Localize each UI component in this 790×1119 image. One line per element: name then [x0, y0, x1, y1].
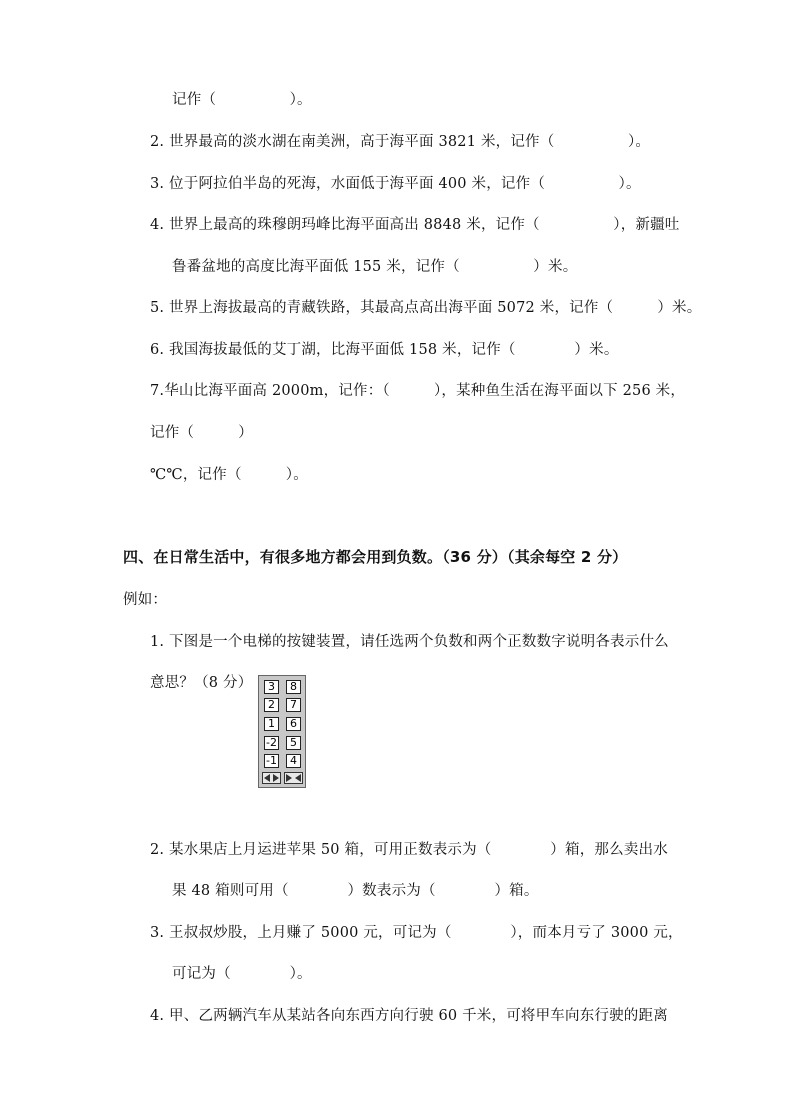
question-1-line-1: 1. 下图是一个电梯的按键装置，请任选两个负数和两个正数数字说明各表示什么 — [150, 634, 669, 650]
elevator-key: 5 — [286, 736, 301, 750]
question-2-line-2: 果 48 箱则可用（ ）数表示为（ ）箱。 — [172, 883, 539, 899]
question-3-line-1: 3. 王叔叔炒股，上月赚了 5000 元，可记为（ ），而本月亏了 3000 元， — [150, 925, 683, 941]
line-10: ℃℃，记作（ ）。 — [150, 467, 308, 483]
elevator-key: -1 — [264, 754, 279, 768]
elevator-key: 3 — [264, 680, 279, 694]
section-title: 四、在日常生活中，有很多地方都会用到负数。（36 分）（其余每空 2 分） — [123, 548, 628, 566]
elevator-key: 2 — [264, 698, 279, 712]
line-4: 4. 世界上最高的珠穆朗玛峰比海平面高出 8848 米，记作（ ），新疆吐 — [150, 217, 680, 233]
line-7: 6. 我国海拔最低的艾丁湖，比海平面低 158 米，记作（ ）米。 — [150, 342, 619, 358]
door-close-icon — [284, 772, 303, 784]
elevator-key: 8 — [286, 680, 301, 694]
question-3-line-2: 可记为（ ）。 — [172, 966, 312, 982]
question-2-line-1: 2. 某水果店上月运进苹果 50 箱，可用正数表示为（ ）箱，那么卖出水 — [150, 842, 668, 858]
line-1: 记作（ ）。 — [172, 92, 312, 108]
example-label: 例如： — [123, 592, 168, 608]
line-2: 2. 世界最高的淡水湖在南美洲，高于海平面 3821 米，记作（ ）。 — [150, 134, 651, 150]
line-9: 记作（ ） — [150, 425, 253, 441]
line-3: 3. 位于阿拉伯半岛的死海，水面低于海平面 400 米，记作（ ）。 — [150, 176, 641, 192]
door-open-icon — [262, 772, 281, 784]
elevator-key: 4 — [286, 754, 301, 768]
elevator-key: 7 — [286, 698, 301, 712]
elevator-key: 1 — [264, 717, 279, 731]
question-1-line-2: 意思？（8 分） — [150, 675, 253, 691]
elevator-key: 6 — [286, 717, 301, 731]
line-5: 鲁番盆地的高度比海平面低 155 米，记作（ ）米。 — [172, 259, 578, 275]
elevator-key: -2 — [264, 736, 279, 750]
elevator-panel — [258, 675, 306, 788]
line-6: 5. 世界上海拔最高的青藏铁路，其最高点高出海平面 5072 米，记作（ ）米。 — [150, 300, 702, 316]
line-8: 7.华山比海平面高 2000m，记作：（ ），某种鱼生活在海平面以下 256 米， — [150, 383, 686, 399]
question-4-line-1: 4. 甲、乙两辆汽车从某站各向东西方向行驶 60 千米，可将甲车向东行驶的距离 — [150, 1008, 668, 1024]
